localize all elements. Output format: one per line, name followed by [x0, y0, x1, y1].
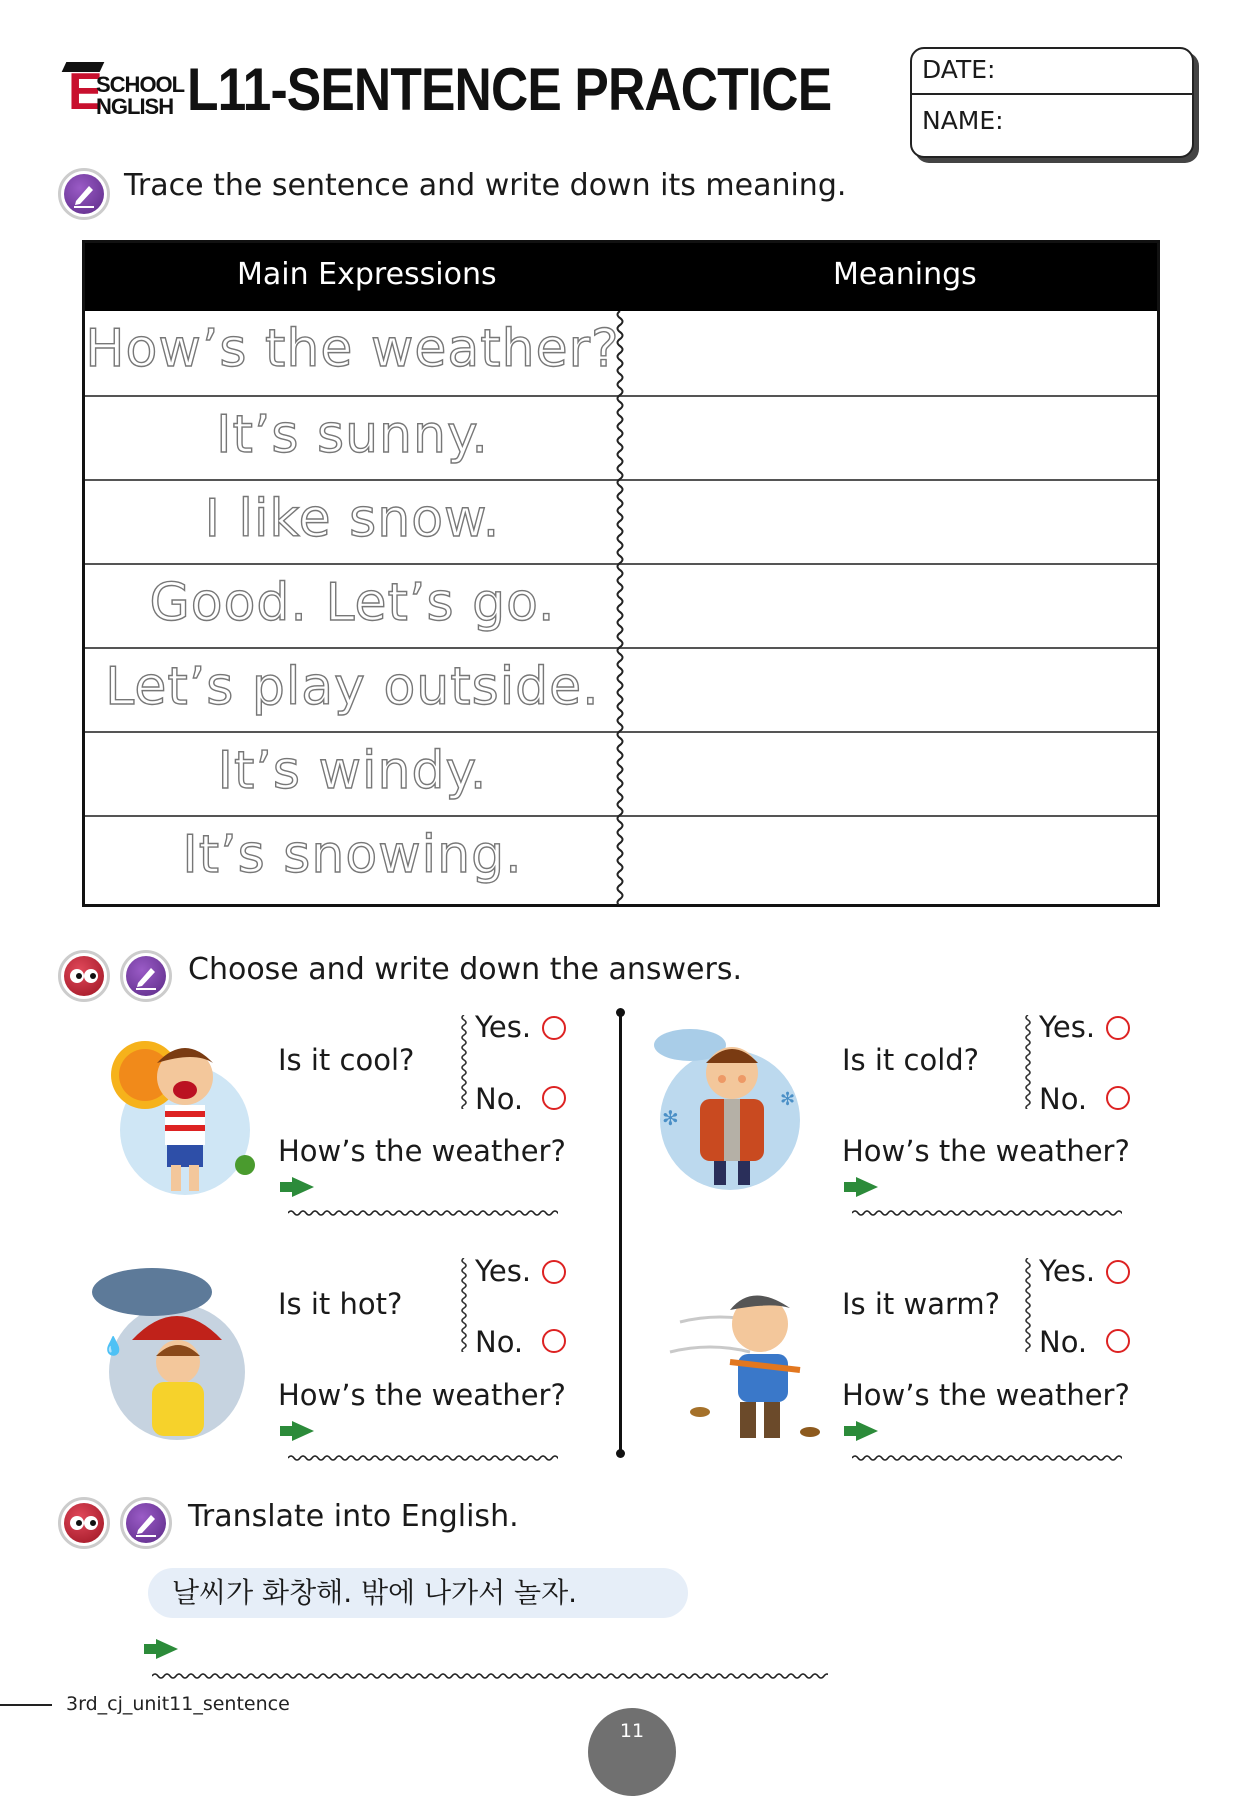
trace-sentence: Good. Let’s go. [149, 573, 556, 633]
box-divider [912, 93, 1192, 95]
trace-sentence: It’s snowing. [182, 825, 523, 885]
answer-line[interactable] [152, 1670, 828, 1682]
yes-choice-circle[interactable] [1106, 1260, 1130, 1284]
svg-text:✻: ✻ [662, 1106, 679, 1130]
trace-sentence: It’s sunny. [216, 405, 489, 465]
no-label: No. [1039, 1082, 1088, 1116]
name-label[interactable]: NAME: [922, 106, 1004, 135]
pencil-icon [58, 168, 110, 220]
answer-line[interactable] [288, 1207, 558, 1219]
boy-sunny-picture [85, 1015, 265, 1205]
question-2: Is it cold? [842, 1043, 980, 1077]
yes-label: Yes. [475, 1010, 532, 1044]
svg-text:💧: 💧 [102, 1336, 125, 1357]
trace-table [82, 240, 1160, 907]
brace-icon [1022, 1015, 1034, 1109]
eyes-icon [58, 950, 110, 1002]
green-arrow-icon [278, 1420, 318, 1442]
section2-instruction: Choose and write down the answers. [188, 952, 743, 987]
col-expressions: Main Expressions [237, 257, 497, 292]
boy-rainy-picture [82, 1262, 262, 1452]
yes-choice-circle[interactable] [542, 1016, 566, 1040]
answer-line[interactable] [852, 1207, 1122, 1219]
korean-sentence: 날씨가 화창해. 밖에 나가서 놀자. [148, 1568, 688, 1618]
table-header [85, 243, 1157, 311]
no-label: No. [1039, 1325, 1088, 1359]
question-4: Is it warm? [842, 1287, 1001, 1321]
section3-instruction: Translate into English. [188, 1499, 519, 1534]
yes-label: Yes. [1039, 1254, 1096, 1288]
question-1: Is it cool? [278, 1043, 415, 1077]
no-label: No. [475, 1082, 524, 1116]
answer-line[interactable] [288, 1452, 558, 1464]
yes-label: Yes. [475, 1254, 532, 1288]
followup-question: How’s the weather? [842, 1134, 1130, 1168]
question-3: Is it hot? [278, 1287, 403, 1321]
followup-question: How’s the weather? [842, 1378, 1130, 1412]
col-meanings: Meanings [833, 257, 977, 292]
page-number [588, 1708, 676, 1796]
green-arrow-icon [142, 1638, 182, 1660]
trace-sentence: How’s the weather? [85, 319, 620, 379]
footer-line [0, 1704, 52, 1706]
logo-line2: NGLISH [96, 94, 174, 119]
date-label[interactable]: DATE: [922, 55, 996, 84]
page-number-text: 11 [619, 1720, 645, 1742]
brace-icon [1022, 1258, 1034, 1352]
pencil-icon [120, 950, 172, 1002]
green-arrow-icon [278, 1176, 318, 1198]
wavy-column-divider [612, 311, 628, 905]
man-windy-picture [660, 1262, 840, 1452]
date-name-box [910, 47, 1194, 158]
logo-letter: E [68, 63, 103, 121]
brace-icon [458, 1258, 470, 1352]
section1-instruction: Trace the sentence and write down its meaning. [124, 168, 847, 203]
no-choice-circle[interactable] [1106, 1329, 1130, 1353]
yes-label: Yes. [1039, 1010, 1096, 1044]
pencil-icon [120, 1497, 172, 1549]
no-choice-circle[interactable] [542, 1086, 566, 1110]
no-label: No. [475, 1325, 524, 1359]
yes-choice-circle[interactable] [542, 1260, 566, 1284]
trace-sentence: I like snow. [204, 489, 501, 549]
footer-filename: 3rd_cj_unit11_sentence [66, 1693, 290, 1715]
eyes-icon [58, 1497, 110, 1549]
page-title: L11-SENTENCE PRACTICE [187, 56, 832, 123]
trace-sentence: Let’s play outside. [105, 657, 600, 717]
brace-icon [458, 1015, 470, 1109]
answer-line[interactable] [852, 1452, 1122, 1464]
followup-question: How’s the weather? [278, 1134, 566, 1168]
logo-line1: SCHOOL [96, 72, 185, 97]
boy-snowy-picture [640, 1015, 820, 1205]
yes-choice-circle[interactable] [1106, 1016, 1130, 1040]
followup-question: How’s the weather? [278, 1378, 566, 1412]
school-english-logo [60, 62, 185, 121]
no-choice-circle[interactable] [542, 1329, 566, 1353]
no-choice-circle[interactable] [1106, 1086, 1130, 1110]
trace-sentence: It’s windy. [217, 741, 488, 801]
green-arrow-icon [842, 1420, 882, 1442]
column-divider [619, 1012, 622, 1454]
svg-text:✻: ✻ [780, 1089, 796, 1110]
green-arrow-icon [842, 1176, 882, 1198]
